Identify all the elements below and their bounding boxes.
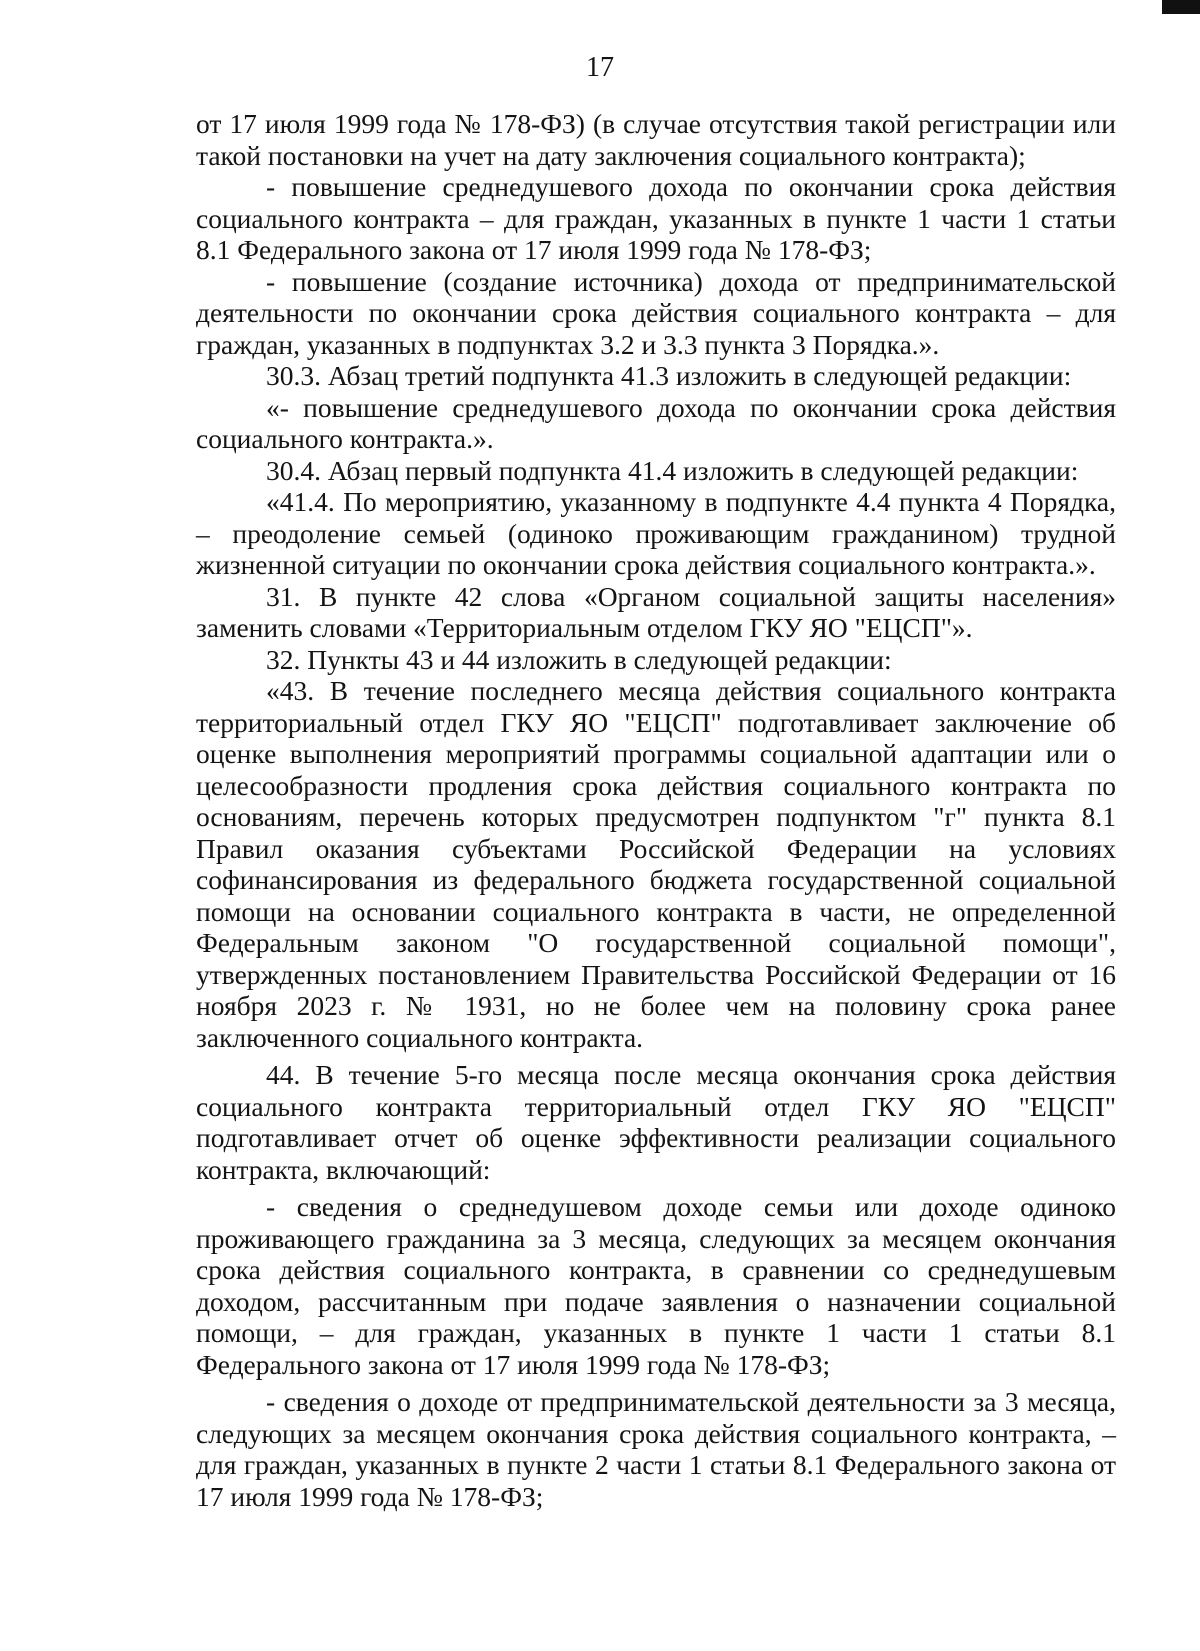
document-paragraph: от 17 июля 1999 года № 178-ФЗ) (в случае отсутствия такой регистрации или такой постановки на учет на дату заключения социального контракта); <box>196 108 1116 171</box>
document-paragraph: 30.3. Абзац третий подпункта 41.3 изложить в следующей редакции: <box>266 360 1072 391</box>
document-paragraph: «- повышение среднедушевого дохода по окончании срока действия социального контракта.». <box>196 391 1116 454</box>
document-paragraph: - повышение среднедушевого дохода по окончании срока действия социального контракта – для граждан, указанных в пункте 1 части 1 статьи 8.1 Федерального закона от 17 июля 1999 года № 178-ФЗ; <box>196 171 1116 265</box>
document-paragraph: - повышение (создание источника) дохода от предпринимательской деятельности по окончании срока действия социального контракта – для граждан, указанных в подпунктах 3.2 и 3.3 пункта 3 Порядка.». <box>196 265 1116 360</box>
scan-corner-mark <box>1162 0 1200 14</box>
document-paragraph: «41.4. По мероприятию, указанному в подпункте 4.4 пункта 4 Порядка, – преодоление семьей (одиноко проживающим гражданином) трудной жизненной ситуации по окончании срока действия социального контракта.». <box>196 486 1116 580</box>
document-paragraph: - сведения о доходе от предпринимательской деятельности за 3 месяца, следующих за месяцем окончания срока действия социального контракта, – для граждан, указанных в пункте 2 части 1 статьи 8.1 Федерального закона от 17 июля 1999 года № 178-ФЗ; <box>196 1386 1116 1512</box>
document-paragraph: 32. Пункты 43 и 44 изложить в следующей редакции: <box>266 643 892 675</box>
document-paragraph: «43. В течение последнего месяца действия социального контракта территориальный отдел ГКУ ЯО "ЕЦСП" подготавливает заключение об оценке выполнения мероприятий программы социальной адаптации или о целесообразности продления срока действия социального контракта по основаниям, перечень которых предусмотрен подпунктом "г" пункта 8.1 Правил оказания субъектами Российской Федерации на условиях софинансирования из федерального бюджета государственной социальной помощи на основании социального контракта в части, не определенной Федеральным законом "О государственной социальной помощи", утвержденных постановлением Правительства Российской Федерации от 16 ноября 2023 г. № 1931, но не более чем на половину срока ранее заключенного социального контракта. <box>196 675 1116 1053</box>
document-paragraph: 31. В пункте 42 слова «Органом социальной защиты населения» заменить словами «Территориальным отделом ГКУ ЯО "ЕЦСП"». <box>196 580 1116 643</box>
document-body <box>196 108 1116 1512</box>
document-paragraph: - сведения о среднедушевом доходе семьи или доходе одиноко проживающего гражданина за 3 месяца, следующих за месяцем окончания срока действия социального контракта, в сравнении со среднедушевым доходом, рассчитанным при подаче заявления о назначении социальной помощи, – для граждан, указанных в пункте 1 части 1 статьи 8.1 Федерального закона от 17 июля 1999 года № 178-ФЗ; <box>196 1191 1116 1380</box>
page-number: 17 <box>586 52 614 83</box>
document-paragraph: 44. В течение 5-го месяца после месяца окончания срока действия социального контракта территориальный отдел ГКУ ЯО "ЕЦСП" подготавливает отчет об оценке эффективности реализации социального контракта, включающий: <box>196 1059 1116 1185</box>
document-paragraph: 30.4. Абзац первый подпункта 41.4 изложить в следующей редакции: <box>266 454 1079 486</box>
